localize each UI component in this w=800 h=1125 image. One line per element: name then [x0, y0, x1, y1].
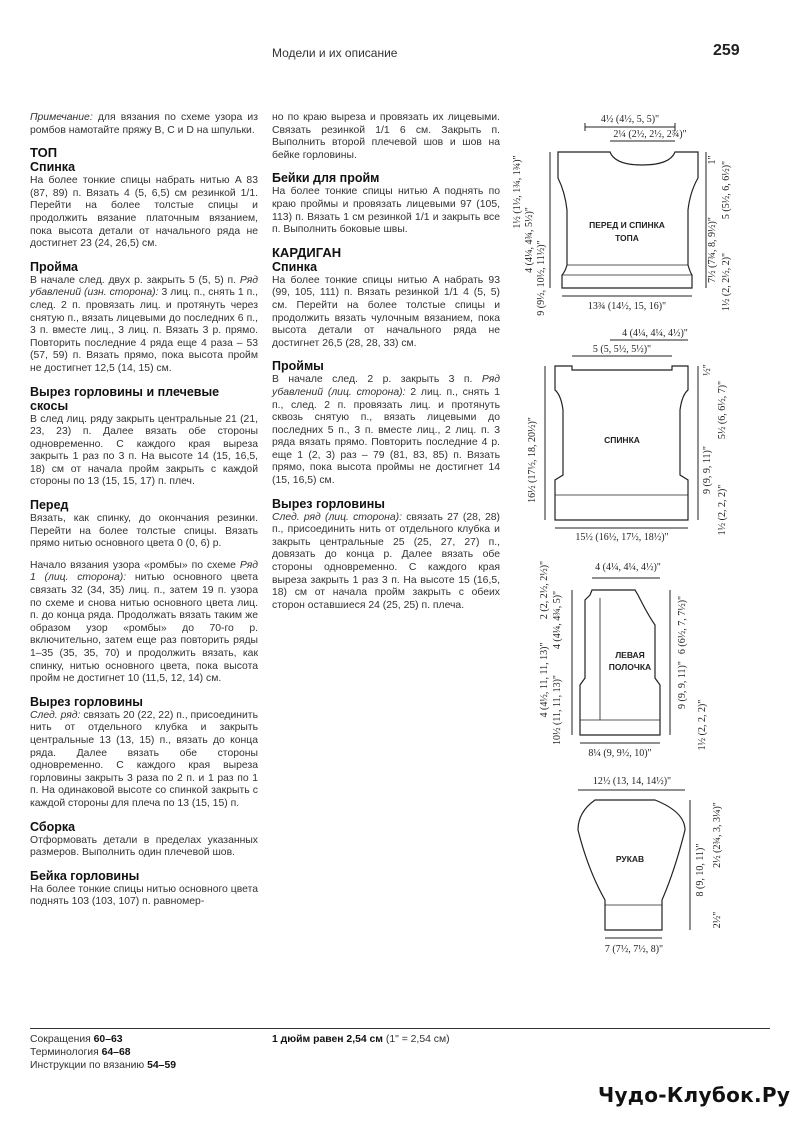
footer-abbr-pages: 60–63 [93, 1034, 123, 1045]
back-schematic [527, 328, 728, 543]
sleeve-schematic [578, 776, 723, 955]
neckband-continued: но по краю выреза и провязать их лицевыми. Связать резинкой 1/1 6 см. Закрыть п. Выполнить второй плечевой шов и шов на бейке горловины. [272, 112, 500, 161]
neckline-shoulder-paragraph: В след лиц. ряду закрыть центральные 21 (21, 23, 23) п. Далее вязать обе стороны одновременно. С каждого края выреза закрыть 1 раз по 3 п. На высоте 14 (15, 16,5, 18) см от начала пройм закрыть с каждой стороны по 13 (15, 15, 17) п. плеч. [30, 413, 258, 488]
note-text: для вязания по схеме узора из ромбов намотайте пряжу B, C и D на шпульки. [30, 112, 258, 136]
back-dim-top2: 5 (5, 5½, 5½)" [592, 344, 652, 355]
front-paragraph: Вязать, как спинку, до окончания резинки. Перейти на более толстые спицы. Вязать прямо нитью основного цвета 0 (0, 6) р. [30, 513, 258, 550]
footer-line-abbreviations [30, 1033, 176, 1046]
footer-line-instructions [30, 1059, 176, 1072]
text-column-2 [272, 112, 500, 621]
top-dim-left3: 9 (9½, 10½, 11½)" [536, 240, 547, 316]
back-dim-right1: ½" [702, 364, 713, 376]
text-column-1 [30, 112, 258, 918]
top-dim-top: 4½ (4½, 5, 5)" [600, 114, 660, 125]
left-front-dim-left4: 10½ (11, 11, 13)" [552, 675, 563, 745]
back-dim-right4: 1½ (2, 2, 2)" [717, 484, 728, 536]
footer-term-pages: 64–68 [101, 1047, 131, 1058]
front-neckline-paragraph [30, 710, 258, 811]
front-neckline-italic: След. ряд: [30, 709, 81, 721]
armhole-band-heading: Бейки для пройм [272, 171, 380, 186]
note-paragraph [30, 112, 258, 137]
top-dim-left2: 4 (4¼, 4¾, 5½)" [524, 207, 535, 273]
cardigan-back-paragraph: На более тонкие спицы нитью A набрать 93 (99, 105, 111) п. Вязать резинкой 1/1 4 (5, 5) см. Перейти на более толстые спицы и продолжить вязать чулочным вязанием, пока высота детали от начального ряда не достигнет 26,5 (28, 28, 33) см. [272, 274, 500, 349]
inch-conversion-bold: 1 дюйм равен 2,54 см [272, 1034, 383, 1045]
back-heading: Спинка [30, 160, 76, 175]
back-dim-bottom: 15½ (16½, 17½, 18½)" [575, 532, 669, 543]
sleeve-dim-right1: 2½ (2¾, 3, 3¼)" [712, 802, 723, 868]
footer-rule [30, 1028, 770, 1029]
front-heading: Перед [30, 498, 69, 513]
back-label: СПИНКА [604, 435, 640, 445]
left-front-dim-top: 4 (4¼, 4¼, 4½)" [595, 562, 661, 573]
section-title: Модели и их описание [272, 46, 398, 60]
diamond-text-2: нитью основного цвета связать 32 (34, 35) лиц. п., затем 19 п. узора по схеме и снова нитью основного цвета лиц. п. до конца ряда. Продолжать вязать таким же образом узор «ромбы» до 70-го р. включительно, затем еще раз повторить ряды 1–35 (35, 35, 70) и продолжить вязать, как спинку, нитью основного цвета, пока высота пройм не достигнет 10 (11,5, 12, 14) см. [30, 572, 258, 685]
footer-abbr-label: Сокращения [30, 1034, 94, 1045]
cardigan-neckline-italic: След. ряд (лиц. сторона): [272, 511, 403, 523]
left-front-dim-left1: 2 (2, 2½, 2½)" [539, 560, 550, 620]
footer-line-terminology [30, 1046, 176, 1059]
front-neckline-heading: Вырез горловины [30, 694, 143, 709]
sleeve-dim-right3: 2½" [712, 911, 723, 929]
back-paragraph: На более тонкие спицы набрать нитью A 83 (87, 89) п. Вязать 4 (5, 6,5) см резинкой 1/1. Перейти на более толстые спицы и продолжить вязание платочным вязанием, пока высота детали от начального ряда не достигнет 23 (24, 26,5) см. [30, 175, 258, 250]
footer-term-label: Терминология [30, 1047, 102, 1058]
top-dim-right3: 7½ (7¾, 8, 9½)" [707, 217, 718, 283]
cardigan-armholes-text-1: В начале след. 2 р. закрыть 3 п. [272, 374, 482, 386]
sleeve-outline [578, 800, 685, 930]
cardigan-neckline-text: связать 27 (28, 28) п., присоединить нить от отдельного клубка и закрыть центральные 25 (25, 27, 27) п., довязать до конца р. Далее вязать обе стороны одновременно. С каждого края выреза закрыть 1 раз 3 п. На высоте 15 (16,5, 18) см от начала пройм закрыть с обеих сторон оставшиеся 24 (25, 25) п. плеча. [272, 511, 500, 611]
diamond-text-1: Начало вязания узора «ромбы» по схеме [30, 559, 240, 571]
back-dim-right3: 9 (9, 9, 11)" [702, 446, 713, 494]
top-schematic [512, 114, 732, 316]
footer-instr-pages: 54–59 [147, 1060, 177, 1071]
assembly-paragraph: Отформовать детали в пределах указанных размеров. Выполнить один плечевой шов. [30, 834, 258, 859]
schematics-area [510, 100, 795, 980]
diamond-paragraph [30, 560, 258, 686]
top-ribbing-band [562, 265, 692, 275]
top-label-line1: ПЕРЕД И СПИНКА [589, 220, 665, 230]
cardigan-back-heading: Спинка [272, 259, 318, 274]
sleeve-dim-bottom: 7 (7½, 7½, 8)" [604, 944, 664, 955]
neckband-heading: Бейка горловины [30, 868, 140, 883]
inch-conversion [272, 1033, 450, 1046]
cardigan-neckline-heading: Вырез горловины [272, 496, 385, 511]
section-cardigan-heading: КАРДИГАН [272, 244, 342, 260]
front-neckline-text: связать 20 (22, 22) п., присоединить нить от отдельного клубка и закрыть центральные 13 (13, 15) п., вязать до конца ряда. Далее вязать обе стороны одновременно. С каждого края выреза горловины закрыть 3 раза по 2 п. и 1 раз по 1 п. На одинаковой высоте со спинкой закрыть с каждой стороны для плеча по 13 (15, 15) п. [30, 709, 258, 809]
top-dim-bottom: 13¾ (14½, 15, 16)" [587, 301, 667, 312]
armhole-text-1: В начале след. двух р. закрыть 5 (5, 5) п. [30, 274, 240, 286]
page-number: 259 [713, 42, 740, 59]
back-dim-right2: 5½ (6, 6½, 7)" [717, 380, 728, 440]
left-front-schematic [539, 561, 708, 759]
footer-links [30, 1033, 176, 1072]
back-dim-left: 16½ (17½, 18, 20½)" [527, 417, 538, 503]
cardigan-armholes-italic: Ряд убавлений (лиц. сторона): [272, 374, 500, 398]
cardigan-neckline-paragraph [272, 512, 500, 613]
top-dim-top2: 2¼ (2½, 2½, 2¾)" [613, 129, 687, 140]
armhole-paragraph [30, 275, 258, 376]
left-front-dim-right3: 1½ (2, 2, 2)" [697, 699, 708, 751]
top-label-line2: ТОПА [615, 233, 639, 243]
inch-conversion-rest: (1" = 2,54 см) [383, 1034, 450, 1045]
neckband-paragraph: На более тонкие спицы нитью основного цвета поднять 103 (103, 107) п. равномер- [30, 883, 258, 908]
armhole-heading: Пройма [30, 259, 78, 274]
cardigan-armholes-heading: Проймы [272, 359, 324, 374]
top-dim-right4: 1½ (2, 2½, 2)" [721, 252, 732, 312]
top-dim-left1: 1½ (1½, 1¾, 1¾)" [512, 155, 523, 229]
top-dim-right1: 1" [707, 155, 718, 165]
footer-instr-label: Инструкции по вязанию [30, 1060, 148, 1071]
back-dim-top1: 4 (4¼, 4¼, 4½)" [622, 328, 688, 339]
diamond-italic: Ряд 1 (лиц. сторона): [30, 559, 258, 584]
left-front-dim-right1: 6 (6½, 7, 7½)" [677, 595, 688, 655]
note-label: Примечание: [30, 112, 93, 123]
schematics-svg [510, 100, 795, 980]
assembly-heading: Сборка [30, 819, 76, 834]
cardigan-armholes-text-2: 2 лиц. п., снять 1 п., след. 2 п. провязать лиц. и протянуть сквозь снятую п., вязать лицевыми до последних 5 п., 3 п. вместе лиц., 2 лиц. п. 3 ряда вязать прямо. Повторить последние 4 р. еще 1 (2, 3) раз – 79 (81, 83, 85) п. Вязать прямо, пока высота проймы не достигнет 14 (15, 16,5) см. [272, 386, 500, 487]
sleeve-label: РУКАВ [615, 854, 645, 864]
top-dim-right2: 5 (5½, 6, 6½)" [721, 160, 732, 220]
section-top-heading: ТОП [30, 145, 58, 161]
left-front-dim-left3: 4 (4½, 11, 11, 13)" [539, 642, 550, 718]
cardigan-armholes-paragraph [272, 374, 500, 487]
left-front-dim-bottom: 8¼ (9, 9½, 10)" [588, 748, 652, 759]
left-front-label-line1: ЛЕВАЯ [615, 650, 645, 660]
armhole-text-2: 3 лиц. п., снять 1 п., след. 2 п. провязать лиц. и протянуть через снятую п., вязать лицевыми до последних 6 п., 3 п. вместе лиц., 3 лиц. п. Вязать 3 р. прямо. Повторить последние 4 ряда еще 4 раза – 53 (57, 59) п. Вязать прямо, пока высота пройм не достигнет 12,5 (14, 15) см. [30, 287, 258, 374]
left-front-dim-left2: 4 (4¼, 4¾, 5)" [552, 590, 563, 650]
neckline-shoulder-heading: Вырез горловины и плечевые скосы [30, 384, 220, 413]
sleeve-dim-right2: 8 (9, 10, 11)" [695, 843, 706, 897]
armhole-italic: Ряд убавлений (изн. сторона): [30, 274, 258, 299]
left-front-dim-right2: 9 (9, 9, 11)" [677, 661, 688, 709]
armhole-band-paragraph: На более тонкие спицы нитью A поднять по краю проймы и провязать лицевыми 97 (105, 113) п. Вязать 1 см резинкой 1/1 и закрыть все п. Выполнить боковые швы. [272, 186, 500, 236]
sleeve-dim-top: 12½ (13, 14, 14½)" [592, 776, 672, 787]
site-watermark: Чудо-Клубок.Ру [598, 1083, 791, 1107]
left-front-label-line2: ПОЛОЧКА [608, 662, 652, 672]
